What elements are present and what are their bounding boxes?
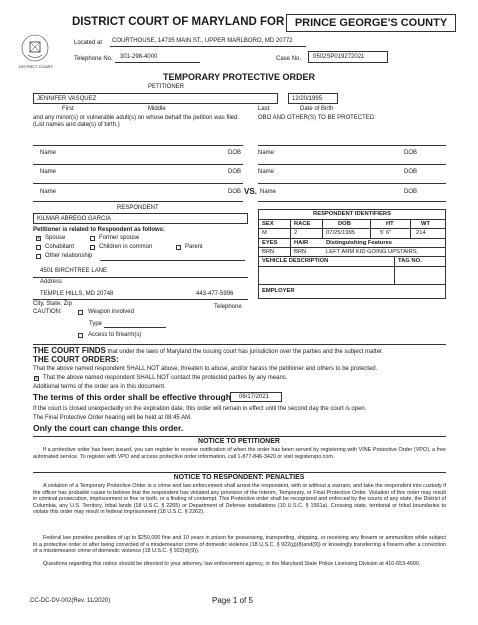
court-finds-label: THE COURT FINDS	[33, 346, 106, 355]
value-race: 2	[294, 230, 298, 236]
first-label: First	[62, 106, 74, 112]
other-relationship-checkbox[interactable]	[36, 254, 41, 259]
form-title: TEMPORARY PROTECTIVE ORDER	[162, 72, 315, 82]
last-label: Last	[258, 106, 270, 112]
petitioner-name-box	[33, 93, 278, 104]
court-title: DISTRICT COURT OF MARYLAND FOR	[72, 16, 285, 28]
effective-date-box	[230, 392, 282, 402]
city-label: City, State, Zip	[33, 301, 72, 307]
parent-label: Parent	[185, 244, 203, 250]
features-label: Distinguishing Features	[326, 240, 393, 246]
seal-caption: DISTRICT COURT	[19, 64, 53, 69]
notice-respondent-p1: A violation of a Temporary Protective Order is a crime and law enforcement shall arrest the respondent, with or without a warrant, and take the respondent into custody if the officer has probable cause to believe that the respondent has violated any provision of the Interim, Temporary, or Final Protective Order. Violation of this order may result in criminal prosecution, imprisonment or fine or both, or a finding of contempt. This Protective order shall be recognized and enforced by the courts of any state, the District of Columbia, any U.S. Territory, tribal lands (18 U.S.C. § 2265) or Department of Defense installations (10 U.S.C. § 1561a). Crossing state, territorial or tribal boundaries to violate this order may result in federal imprisonment (18 U.S.C. § 2262).	[33, 483, 446, 516]
protected-name-label: Name	[40, 150, 57, 156]
firearm-label: Access to firearm(s)	[88, 332, 142, 338]
notice-petitioner-title: NOTICE TO PETITIONER	[198, 438, 280, 445]
weapon-checkbox[interactable]	[78, 310, 83, 315]
former-spouse-checkbox[interactable]	[90, 236, 95, 241]
middle-label: Middle	[148, 106, 166, 112]
form-id: CC-DC-DV-002(Rev. 11/2020)	[30, 598, 111, 604]
petitioner-dob: 12/20/1995	[292, 96, 323, 102]
court-finds-text: that under the laws of Maryland the issuing court has jurisdiction over the parties and the subject matter.	[107, 349, 384, 355]
weapon-label: Weapon involved	[88, 309, 134, 315]
only-court: Only the court can change this order.	[33, 423, 184, 433]
located-at-value: COURTHOUSE, 14735 MAIN ST., UPPER MARLBORO, MD 20772	[112, 38, 293, 44]
identifiers-title: RESPONDENT IDENTIFIERS	[313, 211, 391, 217]
protected-name-label: Name	[260, 189, 277, 195]
protected-dob-label: DOB	[228, 169, 242, 175]
protected-name-label: Name	[40, 169, 57, 175]
eyes-value: BRN	[262, 249, 275, 255]
case-no-value: 0502SP019272021	[313, 54, 365, 60]
protected-dob-label: DOB	[404, 169, 418, 175]
county-box	[286, 14, 456, 32]
spouse-label: Spouse	[45, 235, 66, 241]
cohabitant-checkbox[interactable]	[36, 245, 41, 250]
tag-label: TAG NO.	[398, 258, 422, 264]
additional-terms: Additional terms of the order are in this document.	[33, 384, 166, 390]
order-line-1: That the above named respondent SHALL NOT abuse, threaten to abuse, and/or harass the petitioner and others to be protected.	[33, 366, 378, 372]
firearm-checkbox[interactable]	[78, 333, 83, 338]
value-wt: 214	[416, 230, 426, 236]
petitioner-dob-box	[288, 93, 338, 104]
cohabitant-label: Cohabitant	[45, 244, 75, 250]
protected-name-label: Name	[40, 189, 57, 195]
value-dob: 07/25/1995	[326, 230, 356, 236]
header-ht: HT	[386, 221, 394, 227]
relation-label: Petitioner is related to Respondent as follows:	[33, 227, 166, 233]
type-label: Type	[89, 321, 103, 327]
address-label: Address	[40, 279, 63, 285]
header-race: RACE	[294, 221, 311, 227]
parent-checkbox[interactable]	[176, 245, 181, 250]
county-name: PRINCE GEORGE'S COUNTY	[294, 17, 448, 29]
hearing-note: The Final Protective Order hearing will be held at 08:45 AM.	[33, 415, 192, 421]
vs-label: VS.	[244, 187, 257, 196]
minor-note: and any minor(s) or vulnerable adult(s) on whose behalf the petition was filed. (List names and date(s) of birth.)	[33, 115, 240, 128]
protected-dob-label: DOB	[228, 150, 242, 156]
located-at-label: Located at	[74, 40, 103, 46]
vehicle-label: VEHICLE DESCRIPTION	[262, 258, 329, 264]
employer-label: EMPLOYER	[262, 288, 295, 294]
respondent-city: TEMPLE HILLS, MD 20748	[40, 291, 114, 297]
closed-note: If the court is closed unexpectedly on the expiration date, this order will remain in effect until the second day the court is open.	[33, 406, 367, 412]
telephone-label-resp: Telephone	[214, 304, 242, 310]
case-no-label: Case No.	[276, 56, 302, 62]
respondent-name: KILMAR ABREGO GARCIA	[37, 216, 112, 222]
caution-label: CAUTION:	[33, 309, 62, 315]
protected-name-label: Name	[258, 169, 275, 175]
hair-value: BRN	[294, 249, 307, 255]
respondent-address: 4501 BIRCHTREE LANE	[40, 268, 108, 274]
value-sex: M	[262, 230, 267, 236]
no-contact-checkbox[interactable]: ×	[35, 376, 38, 382]
protected-name-label: Name	[258, 150, 275, 156]
dob-label: Date of Birth	[300, 106, 334, 112]
respondent-phone: 443-477-5996	[196, 291, 234, 297]
order-line-2: That the above named respondent SHALL NOT contact the protected parties by any means.	[43, 375, 288, 381]
features-value: LEFT ARM KID GOING UPSTAIRS,	[326, 249, 419, 255]
page-number: Page 1 of 5	[212, 596, 253, 605]
protected-dob-label: DOB	[228, 189, 242, 195]
petitioner-section-label: PETITIONER	[148, 84, 185, 90]
notice-respondent-p2: Federal law provides penalties of up to $250,000 fine and 10 years in prison for possessing, transporting, shipping, or receiving any firearm or ammunition while subject to a protective order or after being convicted of a misdemeanor crime of domestic violence (18 U.S.C. § 922(g)(8)and(9)) or knowingly transferring a firearm after a conviction of a misdemeanor crime of domestic violence (18 U.S.C. § 922(d)(9)).	[33, 535, 446, 555]
telephone-label: Telephone No.	[74, 56, 113, 62]
court-orders-label: THE COURT ORDERS:	[33, 355, 119, 364]
effective-label: The terms of this order shall be effective through	[33, 392, 231, 402]
effective-date: 06/17/2021	[239, 394, 270, 400]
obo-label: OBO AND OTHER(S) TO BE PROTECTED:	[258, 115, 376, 121]
eyes-label: EYES	[262, 240, 278, 246]
header-dob: DOB	[338, 221, 351, 227]
case-no-box	[308, 51, 388, 63]
notice-respondent-title: NOTICE TO RESPONDENT: PENALTIES	[173, 474, 305, 481]
court-seal	[20, 33, 50, 63]
header-sex: SEX	[262, 221, 274, 227]
notice-petitioner-text: If a protective order has been issued, you can register to receive notification of when the order has been served by registering with VINE Protective Order (VPO), a free automated service. To register with VPO and access protective order information, call 1-877-846-3420 or visit registervpo.com.	[33, 447, 446, 460]
hair-label: HAIR	[294, 240, 309, 246]
children-checkbox[interactable]	[90, 245, 95, 250]
petitioner-name: JENNIFER VASQUEZ	[37, 96, 97, 102]
value-ht: 5' 6"	[380, 230, 392, 236]
telephone-value: 301-298-4000	[120, 54, 158, 60]
other-relationship-label: Other relationship	[45, 253, 93, 259]
notice-respondent-p3: Questions regarding this notice should be directed to your attorney, law enforcement agency, or the Maryland State Police Licensing Division at 410-653-4500.	[43, 561, 421, 567]
protected-dob-label: DOB	[404, 150, 418, 156]
former-spouse-label: Former spouse	[99, 235, 140, 241]
respondent-name-box	[33, 213, 248, 224]
children-label: Children in common	[99, 244, 153, 250]
respondent-section-label: RESPONDENT	[117, 205, 159, 211]
header-wt: WT	[421, 221, 431, 227]
protected-dob-label: DOB	[404, 189, 418, 195]
spouse-checkbox[interactable]: ×	[37, 236, 40, 242]
